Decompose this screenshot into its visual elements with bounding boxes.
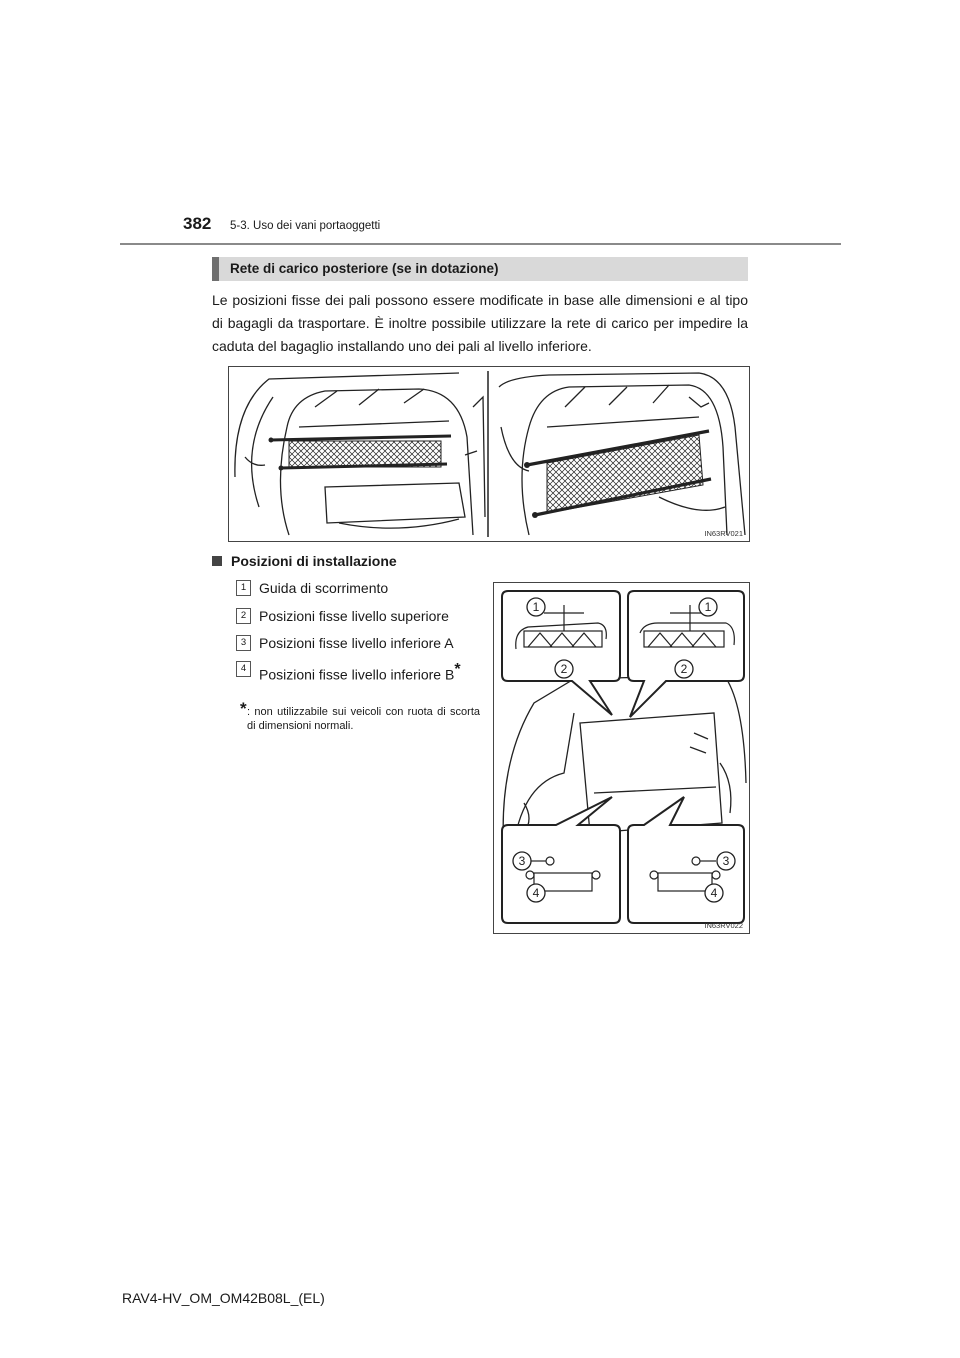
legend-text: Posizioni fisse livello superiore xyxy=(259,608,449,624)
section-title-bar xyxy=(212,257,748,281)
legend-number: 2 xyxy=(236,608,251,624)
intro-paragraph: Le posizioni fisse dei pali possono essere modificate in base alle dimensioni e al tipo di bagagli da trasportare. È inoltre possibile utilizzare la rete di carico per impedire la caduta del bagaglio installando uno dei pali al livello inferiore. xyxy=(212,292,748,354)
callout-number: 2 xyxy=(680,662,688,676)
footnote-text: : non utilizzabile sui veicoli con ruota di scorta di dimensioni normali. xyxy=(247,706,480,732)
square-bullet-icon xyxy=(212,556,222,566)
callout-number: 1 xyxy=(704,600,712,614)
callout-number: 1 xyxy=(532,600,540,614)
callout-number: 2 xyxy=(560,662,568,676)
callout-number: 4 xyxy=(710,886,718,900)
legend-number: 3 xyxy=(236,635,251,651)
section-title: Rete di carico posteriore (se in dotazione) xyxy=(230,261,499,276)
footnote-reference: * xyxy=(454,661,461,678)
section-breadcrumb: 5-3. Uso dei vani portaoggetti xyxy=(230,220,381,232)
installation-positions-illustration xyxy=(493,582,750,934)
callout-number: 4 xyxy=(532,886,540,900)
header-divider xyxy=(120,243,841,245)
installation-positions-drawing xyxy=(494,583,749,933)
figure-code: IN63RV021 xyxy=(704,529,743,538)
legend-text: Guida di scorrimento xyxy=(259,580,389,596)
legend-text: Posizioni fisse livello inferiore B xyxy=(259,666,455,683)
legend-number: 4 xyxy=(236,661,251,677)
cargo-net-drawing xyxy=(229,367,749,541)
footnote-star: * xyxy=(240,699,247,718)
document-code: RAV4-HV_OM_OM42B08L_(EL) xyxy=(122,1290,325,1306)
legend-number: 1 xyxy=(236,580,251,596)
cargo-net-illustration xyxy=(228,366,750,542)
callout-number: 3 xyxy=(518,854,526,868)
legend-text: Posizioni fisse livello inferiore A xyxy=(259,635,454,651)
callout-number: 3 xyxy=(722,854,730,868)
installation-subheading xyxy=(212,553,397,569)
installation-title: Posizioni di installazione xyxy=(231,553,397,569)
page-number: 382 xyxy=(183,214,212,233)
figure-code: IN63RV022 xyxy=(704,921,743,930)
